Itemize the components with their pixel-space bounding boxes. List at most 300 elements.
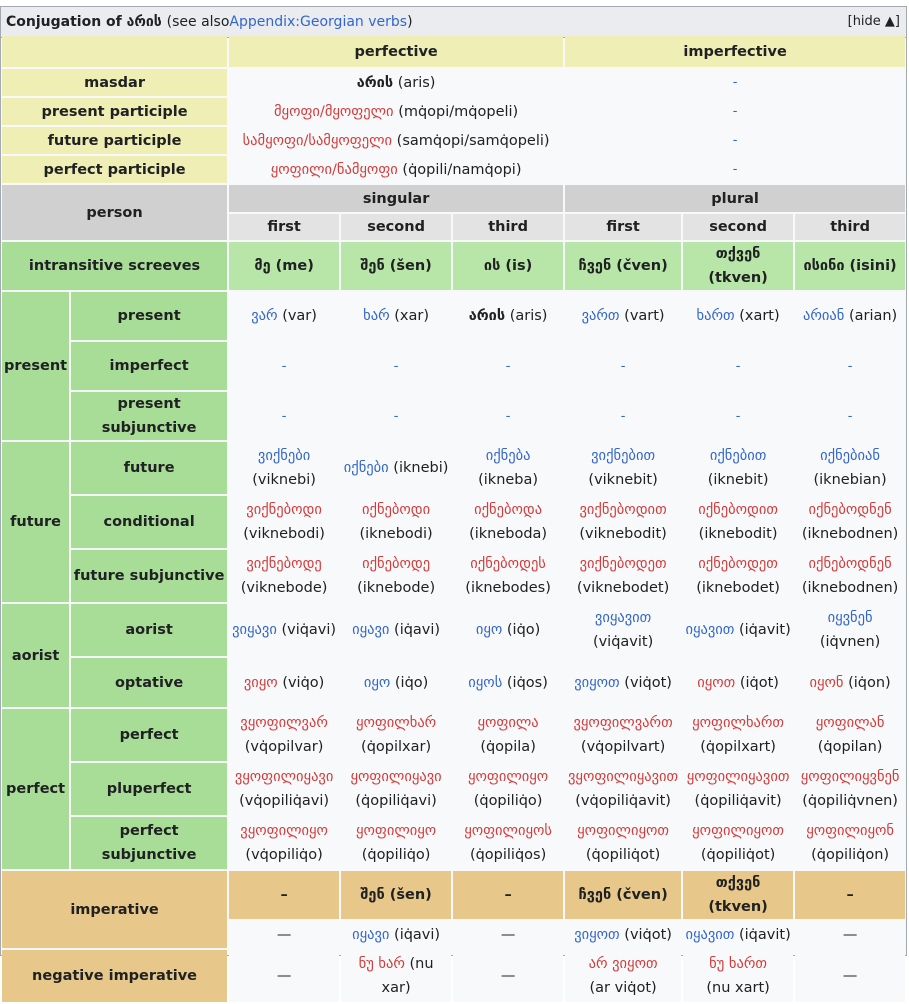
imperative-pronoun: შენ (šen) [341, 871, 451, 919]
georgian-form[interactable]: ვიქნებოდეთ [579, 556, 667, 572]
form-cell [453, 763, 563, 815]
screeve-optative-label: optative [71, 658, 227, 707]
georgian-form[interactable]: ვყოფილვართ [573, 715, 673, 731]
georgian-form: — [500, 926, 516, 943]
translit-form: (xar) [394, 308, 430, 324]
georgian-form[interactable]: ვყოფილიყავი [234, 769, 334, 785]
form-cell [683, 709, 793, 761]
translit-form: (iknebodi) [359, 526, 433, 542]
imperative-pronoun: – [795, 871, 905, 919]
form-cell [341, 392, 451, 440]
table-row [2, 242, 905, 290]
georgian-form[interactable]: ყოფილა [477, 715, 539, 731]
georgian-form[interactable]: იქნებიან [820, 448, 880, 464]
imperative-form [683, 921, 793, 948]
table-row [2, 763, 905, 815]
translit-form: (viq̇ot) [624, 926, 672, 943]
georgian-form[interactable]: იქნებოდეთ [698, 556, 778, 572]
translit-form: (iknebode) [357, 580, 436, 596]
translit-form: (iq̇on) [848, 674, 891, 691]
form-cell [453, 604, 563, 656]
form-cell [683, 442, 793, 494]
form-cell [229, 763, 339, 815]
form-cell [565, 342, 681, 390]
present-participle-form [229, 98, 563, 125]
georgian-form: — [276, 926, 292, 943]
translit-form: (q̇opilan) [817, 739, 883, 755]
translit-form: (nu xart) [706, 980, 770, 996]
translit-form: (vq̇opiliq̇avit) [575, 793, 671, 809]
form-cell [229, 550, 339, 602]
georgian-form[interactable]: ვიყავით [594, 610, 652, 626]
translit-form: (aris) [509, 308, 548, 324]
form-cell [229, 292, 339, 340]
georgian-form[interactable]: ვიქნებოდი [246, 502, 322, 518]
person-col-0: first [229, 214, 339, 240]
table-row [2, 871, 905, 919]
georgian-form[interactable]: ხართ [696, 308, 735, 324]
present-participle-georgian[interactable]: მყოფი/მყოფელი [273, 103, 394, 120]
negative-imperative-form [453, 950, 563, 1002]
form-cell [795, 658, 905, 707]
georgian-form[interactable]: ნუ ხართ [709, 956, 768, 972]
georgian-form[interactable]: ვარ [251, 308, 278, 324]
form-cell [229, 392, 339, 440]
form-cell [795, 817, 905, 869]
screeve-present-subjunctive-label: present subjunctive [71, 392, 227, 440]
negative-imperative-form [565, 950, 681, 1002]
translit-form: (viq̇ot) [624, 674, 672, 691]
pronoun-4: თქვენ (tkven) [683, 242, 793, 290]
future-participle-form [229, 127, 563, 154]
form-cell [565, 442, 681, 494]
georgian-form[interactable]: ხარ [363, 308, 390, 324]
form-cell [453, 442, 563, 494]
translit-form: (iknebodit) [698, 526, 778, 542]
form-cell [683, 342, 793, 390]
empty-form-link[interactable]: - [393, 408, 399, 424]
table-row [2, 185, 905, 212]
translit-form: (ikneba) [478, 472, 539, 488]
table-row [2, 392, 905, 440]
form-cell [683, 658, 793, 707]
translit-form: (viknebit) [588, 472, 658, 488]
form-cell [453, 817, 563, 869]
translit-form: (vq̇opilvar) [244, 739, 324, 755]
georgian-form[interactable]: იქნებოდეს [470, 556, 546, 572]
translit-form: (q̇opiliq̇avi) [355, 793, 437, 809]
person-label: person [2, 185, 227, 240]
form-cell [795, 763, 905, 815]
translit-form: (xart) [739, 308, 780, 324]
form-cell [229, 496, 339, 548]
translit-form: (iq̇avit) [739, 622, 791, 638]
georgian-form[interactable]: ყოფილან [815, 715, 885, 731]
translit-form: (viq̇avi) [281, 622, 337, 638]
negative-imperative-label: negative imperative [2, 950, 227, 1002]
georgian-form[interactable]: ვიყო [243, 674, 278, 691]
form-cell [341, 496, 451, 548]
form-cell [453, 392, 563, 440]
empty-form-link[interactable]: - [620, 408, 626, 424]
table-title [6, 14, 413, 30]
georgian-form[interactable]: იქნებოდი [362, 502, 431, 518]
form-cell [795, 342, 905, 390]
corner-blank [2, 36, 227, 67]
form-cell [683, 292, 793, 340]
translit-form: (iq̇os) [506, 674, 548, 691]
present-participle-imperfective[interactable]: - [565, 98, 905, 125]
translit-form: (viknebi) [252, 472, 316, 488]
imperative-pronoun: ჩვენ (čven) [565, 871, 681, 919]
person-col-4: second [683, 214, 793, 240]
translit-form: (q̇opiliq̇on) [811, 847, 890, 863]
present-participle-label: present participle [2, 98, 227, 125]
imperfective-header: imperfective [565, 36, 905, 67]
pronoun-5: ისინი (isini) [795, 242, 905, 290]
georgian-form[interactable]: იყავი [352, 926, 390, 943]
person-col-3: first [565, 214, 681, 240]
form-cell [229, 342, 339, 390]
imperative-form [795, 921, 905, 948]
negative-imperative-form [683, 950, 793, 1002]
negative-imperative-form [795, 950, 905, 1002]
form-cell [229, 709, 339, 761]
georgian-form[interactable]: იყოთ [697, 674, 736, 691]
empty-form-link[interactable]: - [735, 408, 741, 424]
georgian-form: არის [468, 308, 506, 324]
group-present: present [2, 292, 69, 440]
screeve-future-label: future [71, 442, 227, 494]
form-cell [795, 709, 905, 761]
georgian-form[interactable]: იქნებოდე [362, 556, 431, 572]
table-row [2, 658, 905, 707]
translit-form: (viknebodet) [576, 580, 670, 596]
translit-form: (iq̇ot) [739, 674, 779, 691]
screeve-future-subjunctive-label: future subjunctive [71, 550, 227, 602]
form-cell [341, 709, 451, 761]
form-cell [453, 709, 563, 761]
georgian-form[interactable]: ვიქნებოდე [246, 556, 322, 572]
perfect-participle-form [229, 156, 563, 183]
imperative-form [341, 921, 451, 948]
georgian-form[interactable]: ყოფილიყვნენ [800, 769, 900, 785]
appendix-georgian-verbs-link[interactable]: Appendix:Georgian verbs [229, 14, 408, 30]
group-future: future [2, 442, 69, 602]
group-aorist: aorist [2, 604, 69, 707]
georgian-form[interactable]: იყოს [468, 674, 503, 691]
georgian-form[interactable]: ყოფილიყავით [686, 769, 790, 785]
georgian-form[interactable]: ვიყავი [232, 622, 277, 638]
form-cell [565, 658, 681, 707]
georgian-form[interactable]: ვყოფილვარ [240, 715, 328, 731]
translit-form: (iq̇avit) [739, 926, 791, 943]
form-cell [683, 817, 793, 869]
screeve-pluperfect-label: pluperfect [71, 763, 227, 815]
future-participle-georgian[interactable]: სამყოფი/სამყოფელი [242, 132, 393, 149]
see-also-prefix: (see also [166, 14, 230, 30]
georgian-form[interactable]: არ ვიყოთ [588, 956, 658, 972]
table-row [2, 550, 905, 602]
perfect-participle-imperfective[interactable]: - [565, 156, 905, 183]
form-cell [453, 496, 563, 548]
masdar-label: masdar [2, 69, 227, 96]
georgian-form[interactable]: ყოფილიყოთ [692, 823, 785, 839]
georgian-form[interactable]: ყოფილიყო [467, 769, 549, 785]
form-cell [683, 763, 793, 815]
form-cell [341, 292, 451, 340]
person-col-2: third [453, 214, 563, 240]
georgian-form[interactable]: ყოფილიყონ [806, 823, 894, 839]
georgian-form[interactable]: იქნება [485, 448, 531, 464]
pronoun-3: ჩვენ (čven) [565, 242, 681, 290]
translit-form: (ikneboda) [469, 526, 548, 542]
title-prefix: Conjugation of [6, 14, 122, 30]
translit-form: (iknebit) [707, 472, 769, 488]
form-cell [795, 292, 905, 340]
translit-form: (iknebodnen) [801, 526, 899, 542]
form-cell [341, 604, 451, 656]
empty-form-link[interactable]: - [393, 358, 399, 374]
table-row [2, 709, 905, 761]
translit-form: (vart) [624, 308, 665, 324]
form-cell [341, 763, 451, 815]
empty-form-link[interactable]: - [505, 358, 511, 374]
table-row [2, 950, 905, 1002]
form-cell [683, 496, 793, 548]
imperative-pronoun: თქვენ (tkven) [683, 871, 793, 919]
translit-form: (iq̇avi) [394, 926, 441, 943]
empty-form-link[interactable]: - [847, 408, 853, 424]
empty-form-link[interactable]: - [505, 408, 511, 424]
empty-form-link[interactable]: - [281, 408, 287, 424]
group-perfect: perfect [2, 709, 69, 869]
imperative-label: imperative [2, 871, 227, 948]
future-participle-imperfective[interactable]: - [565, 127, 905, 154]
georgian-form[interactable]: ყოფილიყავი [350, 769, 442, 785]
form-cell [341, 550, 451, 602]
translit-form: (q̇opiliq̇avit) [694, 793, 782, 809]
perfect-participle-label: perfect participle [2, 156, 227, 183]
masdar-translit: (aris) [397, 74, 436, 91]
translit-form: (arian) [848, 308, 898, 324]
georgian-form[interactable]: ყოფილიყოთ [577, 823, 670, 839]
translit-form: (vq̇opilvart) [580, 739, 666, 755]
georgian-form[interactable]: იყო [363, 674, 391, 691]
translit-form: (iq̇avi) [394, 622, 441, 638]
form-cell [453, 550, 563, 602]
form-cell [565, 550, 681, 602]
form-cell [453, 658, 563, 707]
form-cell [683, 604, 793, 656]
translit-form: (iknebodes) [465, 580, 551, 596]
georgian-form[interactable]: ვართ [581, 308, 620, 324]
georgian-form[interactable]: იყავით [685, 926, 735, 943]
translit-form: (q̇opiliq̇os) [469, 847, 547, 863]
person-col-1: second [341, 214, 451, 240]
conjugation-table [0, 34, 907, 1004]
pronoun-1: შენ (šen) [341, 242, 451, 290]
georgian-form[interactable]: ვყოფილიყავით [568, 769, 679, 785]
form-cell [565, 817, 681, 869]
perfect-participle-georgian[interactable]: ყოფილი/ნამყოფი [270, 161, 398, 178]
empty-form-link[interactable]: - [847, 358, 853, 374]
perfective-header: perfective [229, 36, 563, 67]
georgian-form[interactable]: ყოფილხართ [692, 715, 785, 731]
table-row [2, 442, 905, 494]
form-cell [229, 817, 339, 869]
georgian-form[interactable]: იყო [475, 622, 503, 638]
form-cell [341, 658, 451, 707]
form-cell [341, 342, 451, 390]
table-row [2, 156, 905, 183]
translit-form: (vq̇opiliq̇o) [245, 847, 323, 863]
plural-header: plural [565, 185, 905, 212]
georgian-form[interactable]: იყონ [809, 674, 844, 691]
singular-header: singular [229, 185, 563, 212]
form-cell [683, 550, 793, 602]
negative-imperative-form [229, 950, 339, 1002]
imperative-pronoun: – [453, 871, 563, 919]
georgian-form[interactable]: იყავით [685, 622, 735, 638]
georgian-form[interactable]: ვიყოთ [574, 926, 620, 943]
georgian-form[interactable]: ვიქნებოდით [579, 502, 667, 518]
georgian-form[interactable]: იქნებოდნენ [808, 502, 892, 518]
georgian-form[interactable]: ყოფილიყო [355, 823, 437, 839]
georgian-form[interactable]: იქნები [343, 460, 389, 476]
georgian-form[interactable]: ვიქნებით [591, 448, 656, 464]
see-also-suffix: ) [407, 14, 413, 30]
translit-form: (vq̇opiliq̇avi) [239, 793, 330, 809]
form-cell [341, 817, 451, 869]
imperative-form [229, 921, 339, 948]
form-cell [795, 550, 905, 602]
screeve-conditional-label: conditional [71, 496, 227, 548]
empty-form-link[interactable]: - [735, 358, 741, 374]
translit-form: (viq̇o) [282, 674, 325, 691]
translit-form: (viknebodi) [243, 526, 325, 542]
translit-form: (q̇opiliq̇o) [473, 793, 543, 809]
future-participle-label: future participle [2, 127, 227, 154]
form-cell [795, 496, 905, 548]
table-row [2, 98, 905, 125]
masdar-imperfective[interactable]: - [565, 69, 905, 96]
person-col-5: third [795, 214, 905, 240]
georgian-form[interactable]: ნუ ხარ [358, 956, 405, 972]
translit-form: (iq̇o) [394, 674, 429, 691]
pronoun-0: მე (me) [229, 242, 339, 290]
future-participle-translit: (samq̇opi/samq̇opeli) [396, 132, 550, 149]
table-row [2, 292, 905, 340]
form-cell [565, 292, 681, 340]
georgian-form[interactable]: იქნებოდით [698, 502, 778, 518]
translit-form: (viknebode) [240, 580, 328, 596]
georgian-form[interactable]: იქნებოდნენ [808, 556, 892, 572]
georgian-form[interactable]: ვყოფილიყო [240, 823, 328, 839]
georgian-form: — [276, 968, 292, 984]
form-cell [453, 342, 563, 390]
georgian-form[interactable]: იყავი [352, 622, 390, 638]
translit-form: (iknebodet) [696, 580, 780, 596]
form-cell [229, 442, 339, 494]
table-row [2, 36, 905, 67]
pronoun-2: ის (is) [453, 242, 563, 290]
hide-toggle-link[interactable]: [hide ▲] [847, 14, 900, 29]
translit-form: (var) [282, 308, 317, 324]
translit-form: (q̇opilxar) [361, 739, 432, 755]
table-row [2, 817, 905, 869]
translit-form: (q̇opila) [480, 739, 536, 755]
translit-form: (q̇opiliq̇o) [361, 847, 431, 863]
translit-form: (nu xar) [381, 956, 434, 996]
georgian-form[interactable]: ვიყოთ [574, 674, 620, 691]
georgian-form: — [842, 968, 858, 984]
screeve-perfect-label: perfect [71, 709, 227, 761]
georgian-form[interactable]: ყოფილიყოს [464, 823, 552, 839]
translit-form: (iknebi) [393, 460, 449, 476]
form-cell [565, 496, 681, 548]
translit-form: (iknebodnen) [801, 580, 899, 596]
table-row [2, 604, 905, 656]
georgian-form[interactable]: არიან [802, 308, 845, 324]
translit-form: (iq̇vnen) [819, 634, 881, 650]
table-row [2, 127, 905, 154]
form-cell [683, 392, 793, 440]
masdar-form [229, 69, 563, 96]
georgian-form[interactable]: ვიქნები [257, 448, 311, 464]
form-cell [565, 392, 681, 440]
imperative-pronoun: – [229, 871, 339, 919]
georgian-form[interactable]: იყვნენ [827, 610, 873, 626]
form-cell [795, 604, 905, 656]
screeve-present-label: present [71, 292, 227, 340]
screeve-imperfect-label: imperfect [71, 342, 227, 390]
translit-form: (iknebian) [813, 472, 887, 488]
form-cell [795, 392, 905, 440]
translit-form: (q̇opilxart) [700, 739, 776, 755]
intransitive-screeves-label: intransitive screeves [2, 242, 227, 290]
hide-toggle[interactable] [848, 14, 900, 29]
table-row [2, 69, 905, 96]
empty-form-link[interactable]: - [620, 358, 626, 374]
georgian-form[interactable]: ყოფილხარ [355, 715, 437, 731]
translit-form: (viknebodit) [579, 526, 667, 542]
masdar-georgian: არის [356, 74, 394, 91]
form-cell [229, 604, 339, 656]
georgian-form[interactable]: იქნებოდა [474, 502, 543, 518]
georgian-form: — [500, 968, 516, 984]
form-cell [453, 292, 563, 340]
translit-form: (viq̇avit) [592, 634, 654, 650]
perfect-participle-translit: (q̇opili/namq̇opi) [402, 161, 522, 178]
translit-form: (q̇opiliq̇vnen) [802, 793, 898, 809]
georgian-form[interactable]: იქნებით [709, 448, 767, 464]
imperative-form [565, 921, 681, 948]
form-cell [341, 442, 451, 494]
form-cell [229, 658, 339, 707]
translit-form: (ar viq̇ot) [589, 980, 657, 996]
georgian-form: — [842, 926, 858, 943]
form-cell [565, 763, 681, 815]
present-participle-translit: (mq̇opi/mq̇opeli) [398, 103, 519, 120]
empty-form-link[interactable]: - [281, 358, 287, 374]
title-verb: არის [126, 14, 162, 30]
screeve-perfect-subjunctive-label: perfect subjunctive [71, 817, 227, 869]
translit-form: (q̇opiliq̇ot) [700, 847, 776, 863]
screeve-aorist-label: aorist [71, 604, 227, 656]
translit-form: (q̇opiliq̇ot) [585, 847, 661, 863]
negative-imperative-form [341, 950, 451, 1002]
